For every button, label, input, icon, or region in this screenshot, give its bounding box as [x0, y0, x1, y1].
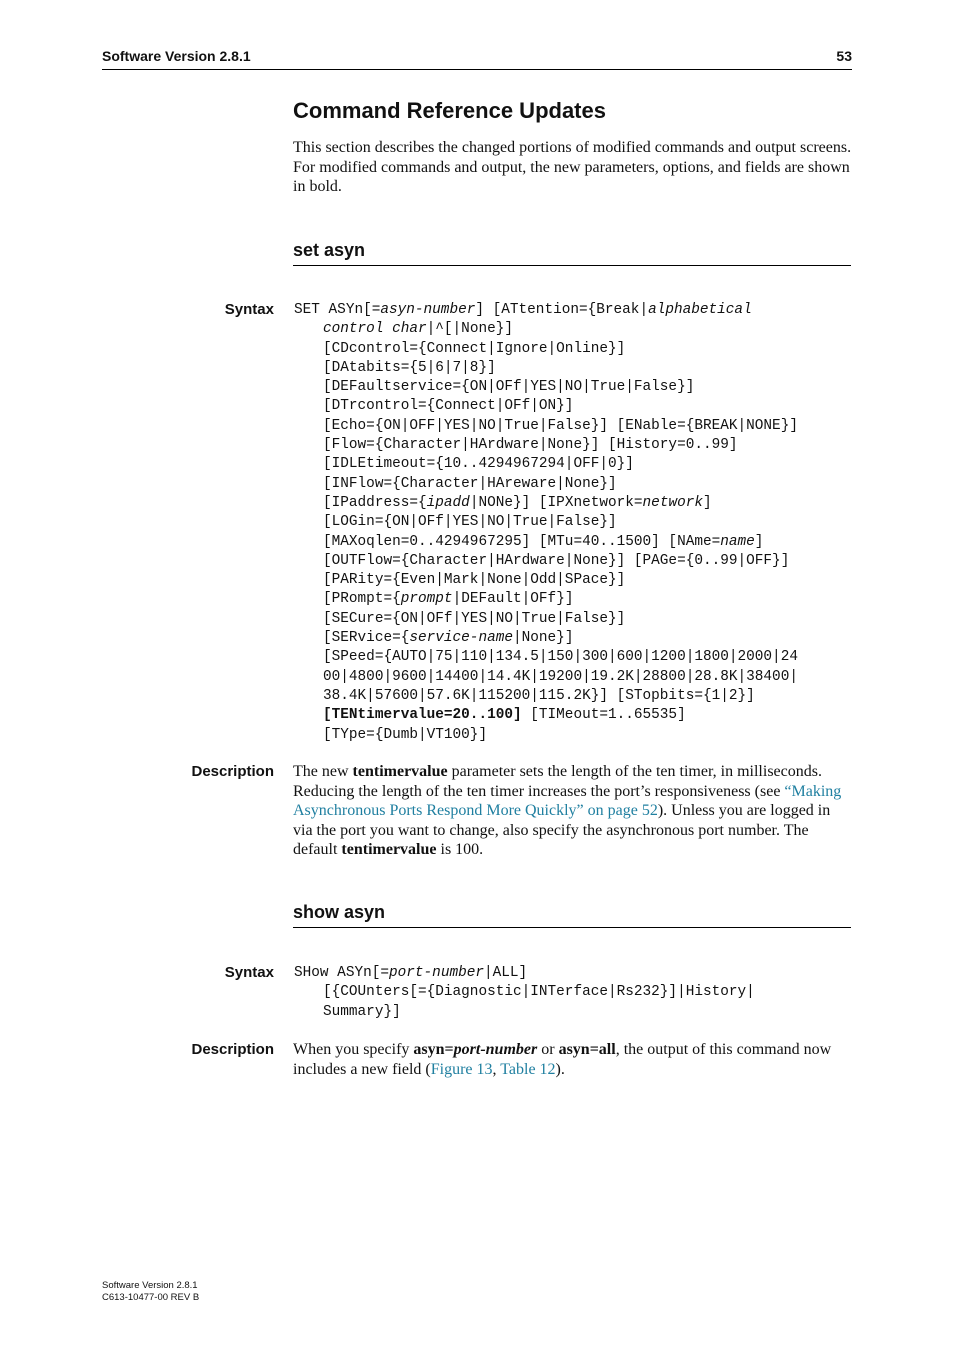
text-run: asyn= [413, 1041, 454, 1058]
text-run: tentimervalue [341, 841, 437, 858]
footer-version: Software Version 2.8.1 [102, 1280, 198, 1291]
syntax-line [294, 436, 854, 455]
running-header [102, 48, 852, 70]
syntax-line [294, 552, 854, 571]
text-run: ] [703, 494, 712, 511]
cross-reference-link[interactable]: “Making Asynchronous Ports Respond More Quickly” on page 52 [293, 782, 842, 819]
syntax-line [294, 494, 854, 513]
text-run: [IPaddress={ [323, 494, 427, 511]
show-asyn-description [293, 1040, 853, 1079]
set-asyn-description [293, 762, 853, 860]
show-asyn-syntax [294, 964, 854, 1022]
text-run: [OUTFlow={Character|HArdware|None}] [PAGe={0..99|OFF}] [323, 552, 790, 569]
text-run: is 100. [436, 841, 484, 858]
text-run: [PRompt={ [323, 591, 401, 608]
text-run: [{COUnters[={Diagnostic|INTerface|Rs232}]|History| [323, 984, 755, 1001]
text-run: 00|4800|9600|14400|14.4K|19200|19.2K|28800|28.8K|38400| [323, 668, 798, 685]
text-run: [LOGin={ON|OFf|YES|NO|True|False}] [323, 514, 617, 531]
text-run: network [642, 494, 703, 511]
syntax-line [294, 726, 854, 745]
text-run: service-name [409, 630, 513, 647]
text-run: 38.4K|57600|57.6K|115200|115.2K}] [STopbits={1|2}] [323, 687, 755, 704]
text-run: control char [323, 321, 427, 338]
text-run: , the output of this command now includes a new field ( [293, 1041, 832, 1078]
text-run: or [537, 1041, 559, 1058]
text-run: [IDLEtimeout={10..4294967294|OFF|0}] [323, 456, 634, 473]
text-run: [SECure={ON|OFf|YES|NO|True|False}] [323, 610, 626, 627]
syntax-line [294, 359, 854, 378]
text-run: [DEFaultservice={ON|OFf|YES|NO|True|False}] [323, 379, 695, 396]
text-run: ipadd [426, 494, 470, 511]
set-asyn-syntax [294, 301, 854, 745]
text-run: [SERvice={ [323, 630, 410, 647]
section-heading-show-asyn: show asyn [293, 902, 851, 928]
footer-doc-number: C613-10477-00 REV B [102, 1292, 200, 1303]
syntax-line [294, 983, 854, 1002]
intro-paragraph: This section describes the changed portions of modified commands and output screens. For modified commands and output, the new parameters, options, and fields are shown in bold. [293, 139, 852, 195]
text-run: ] [ATtention={Break| [475, 302, 649, 318]
page-title: Command Reference Updates [293, 98, 606, 123]
text-run: |None}] [513, 630, 574, 647]
text-run: [DAtabits={5|6|7|8}] [323, 359, 496, 376]
syntax-line [294, 1003, 854, 1022]
text-run: alphabetical [648, 302, 752, 318]
text-run: [CDcontrol={Connect|Ignore|Online}] [323, 340, 626, 357]
syntax-line [294, 455, 854, 474]
header-version: Software Version 2.8.1 [102, 48, 251, 64]
syntax-line [294, 964, 854, 983]
text-run: [Echo={ON|OFF|YES|NO|True|False}] [ENable={BREAK|NONE}] [323, 417, 798, 434]
text-run: SET ASYn[= [294, 302, 381, 318]
syntax-line [294, 340, 854, 359]
syntax-line [294, 397, 854, 416]
text-run: [MAXoqlen=0..4294967295] [MTu=40..1500] [NAme= [323, 533, 721, 550]
text-run: [SPeed={AUTO|75|110|134.5|150|300|600|1200|1800|2000|24 [323, 649, 798, 666]
text-run: |DEFault|OFf}] [452, 591, 574, 608]
text-run: |ALL] [484, 965, 528, 981]
text-run: |^[|None}] [426, 321, 513, 338]
syntax-line [294, 610, 854, 629]
syntax-line [294, 648, 854, 667]
syntax-line [294, 475, 854, 494]
footer [102, 1280, 199, 1304]
syntax-line [294, 513, 854, 532]
syntax-line [294, 320, 854, 339]
text-run: |NONe}] [IPXnetwork= [469, 494, 643, 511]
page-number: 53 [836, 48, 852, 64]
text-run: Summary}] [323, 1003, 401, 1020]
syntax-line [294, 378, 854, 397]
text-run: [PARity={Even|Mark|None|Odd|SPace}] [323, 572, 626, 589]
text-run: [Flow={Character|HArdware|None}] [History=0..99] [323, 437, 738, 454]
text-run: parameter sets the length of the ten timer, in milliseconds. Reducing the length of the ten timer increases the port’s responsiveness (see [293, 763, 822, 800]
syntax-line [294, 571, 854, 590]
text-run: prompt [400, 591, 453, 608]
text-run: asyn-number [380, 302, 476, 318]
text-run: SHow ASYn[= [294, 965, 389, 981]
syntax-label: Syntax [224, 964, 274, 981]
cross-reference-link[interactable]: Figure 13 [430, 1060, 493, 1078]
description-label: Description [191, 763, 274, 780]
text-run: port-number [453, 1041, 538, 1058]
syntax-line [294, 687, 854, 706]
text-run: name [720, 533, 755, 550]
text-run: tentimervalue [352, 763, 448, 780]
text-run: [INFlow={Character|HAreware|None}] [323, 475, 617, 492]
syntax-line [294, 533, 854, 552]
syntax-line [294, 629, 854, 648]
text-run: [TENtimervalue=20..100] [323, 707, 522, 724]
text-run: port-number [389, 965, 484, 981]
text-run: [DTrcontrol={Connect|OFf|ON}] [323, 398, 574, 415]
text-run: asyn=all [558, 1041, 616, 1058]
text-run: The new [293, 763, 353, 780]
text-run: [TIMeout=1..65535] [521, 707, 686, 724]
syntax-line [294, 706, 854, 725]
syntax-line [294, 417, 854, 436]
text-run: [TYpe={Dumb|VT100}] [323, 726, 488, 743]
text-run: When you specify [293, 1041, 414, 1058]
section-heading-set-asyn: set asyn [293, 240, 851, 266]
description-label: Description [191, 1041, 274, 1058]
syntax-line [294, 301, 854, 320]
text-run: ] [754, 533, 764, 550]
cross-reference-link[interactable]: Table 12 [500, 1060, 556, 1078]
syntax-line [294, 590, 854, 609]
syntax-label: Syntax [224, 301, 274, 318]
text-run: , [492, 1060, 501, 1078]
text-run: ). [555, 1060, 565, 1078]
syntax-line [294, 668, 854, 687]
text-run: ). Unless you are logged in via the port you want to change, also specify the asynchronous port number. The default [293, 802, 831, 858]
